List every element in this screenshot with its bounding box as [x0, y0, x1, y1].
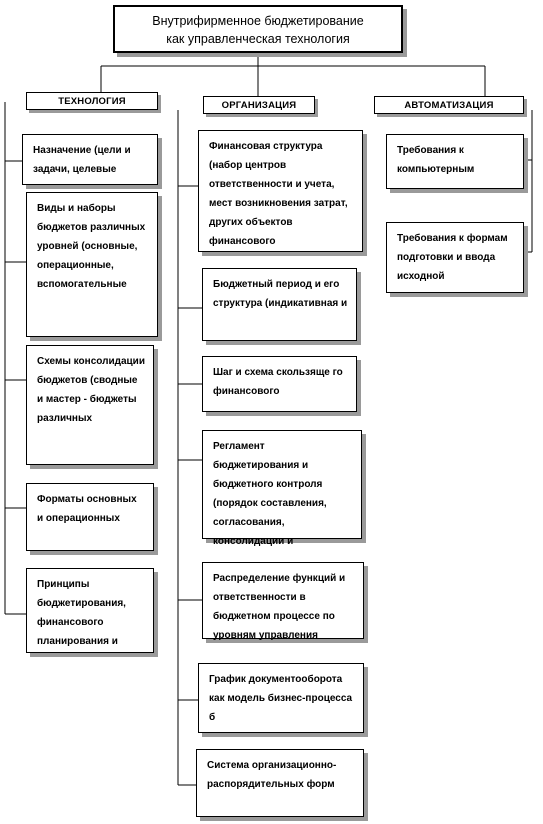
org-item-admin-forms: Система организационно-распорядительных форм: [196, 749, 364, 817]
root-title-line1: Внутрифирменное бюджетирование: [152, 14, 364, 28]
org-item-budget-period: Бюджетный период и его структура (индикативная и: [202, 268, 357, 341]
tech-item-budget-types: Виды и наборы бюджетов различных уровней (основные, операционные, вспомогательные: [26, 192, 158, 337]
tech-item-purpose: Назначение (цели и задачи, целевые: [22, 134, 158, 185]
org-item-rolling-scheme: Шаг и схема скользяще го финансового: [202, 356, 357, 412]
root-title-box: [113, 5, 403, 53]
header-technology: ТЕХНОЛОГИЯ: [26, 92, 158, 110]
org-item-document-flow: График документооборота как модель бизнес-процесса б: [198, 663, 364, 733]
header-automation: АВТОМАТИЗАЦИЯ: [374, 96, 524, 114]
header-organization: ОРГАНИЗАЦИЯ: [203, 96, 315, 114]
tech-item-consolidation: Схемы консолидации бюджетов (сводные и мастер - бюджеты различных: [26, 345, 154, 465]
auto-item-input-forms: Требования к формам подготовки и ввода исходной: [386, 222, 524, 293]
org-item-financial-structure: Финансовая структура (набор центров ответственности и учета, мест возникновения затрат, других объектов финансового: [198, 130, 363, 252]
root-title-line2: как управленческая технология: [166, 32, 350, 46]
auto-item-computer-requirements: Требования к компьютерным ———————: [386, 134, 524, 189]
org-item-regulation: Регламент бюджетирования и бюджетного контроля (порядок составления, согласования, консолидации и: [202, 430, 362, 539]
org-item-responsibility: Распределение функций и ответственности в бюджетном процессе по уровням управления: [202, 562, 364, 639]
tech-item-formats: Форматы основных и операционных: [26, 483, 154, 551]
tech-item-principles: Принципы бюджетирования, финансового планирования и: [26, 568, 154, 653]
